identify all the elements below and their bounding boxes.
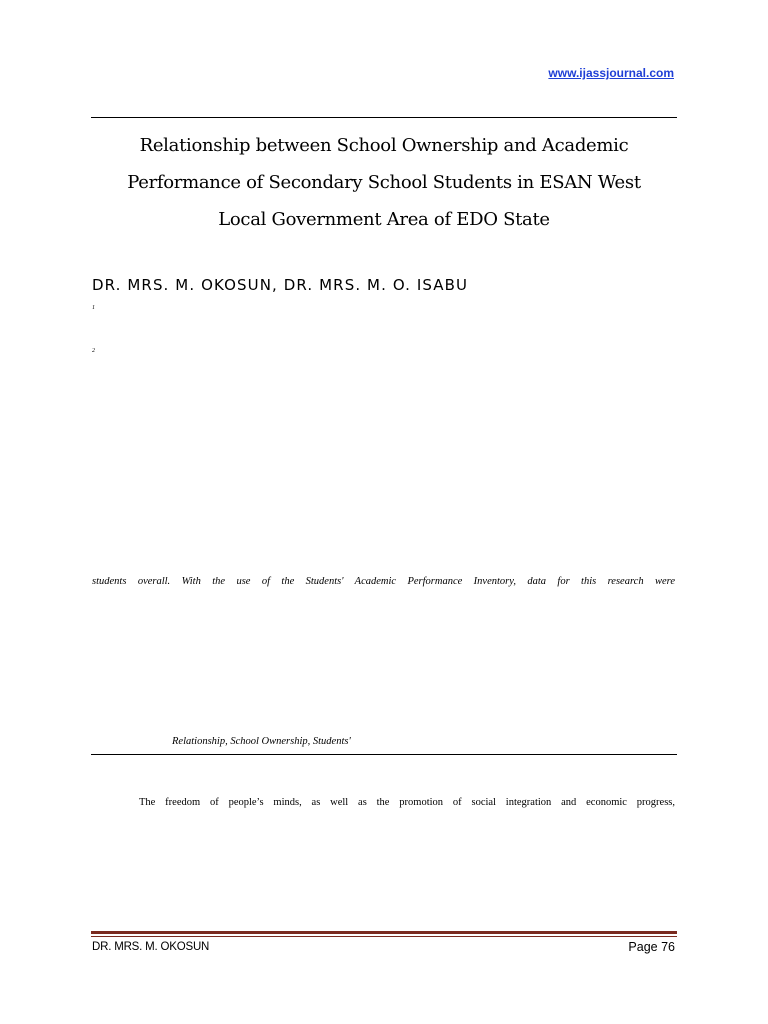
footer-divider-thin (91, 936, 677, 937)
author-list: DR. MRS. M. OKOSUN, DR. MRS. M. O. ISABU (92, 276, 469, 294)
journal-website-link[interactable]: www.ijassjournal.com (548, 66, 674, 80)
introduction-first-line: The freedom of people’s minds, as well as the promotion of social integration and economic progress, (139, 797, 675, 808)
title-line-2: Performance of Secondary School Students in ESAN West (127, 172, 641, 193)
header-divider (91, 117, 677, 118)
paper-title (91, 127, 677, 238)
affiliation-marker-1: 1 (92, 305, 95, 311)
title-line-1: Relationship between School Ownership and Academic (139, 135, 629, 156)
footer-author: DR. MRS. M. OKOSUN (92, 941, 210, 953)
section-divider (91, 754, 677, 755)
abstract-text-line: students overall. With the use of the Students' Academic Performance Inventory, data for this research were (92, 576, 675, 587)
footer-divider-thick (91, 931, 677, 934)
affiliation-marker-2: 2 (92, 348, 95, 354)
page-number: Page 76 (628, 940, 675, 954)
keywords-text: Relationship, School Ownership, Students' (172, 736, 351, 747)
footer-divider (91, 931, 677, 937)
title-line-3: Local Government Area of EDO State (218, 209, 550, 230)
